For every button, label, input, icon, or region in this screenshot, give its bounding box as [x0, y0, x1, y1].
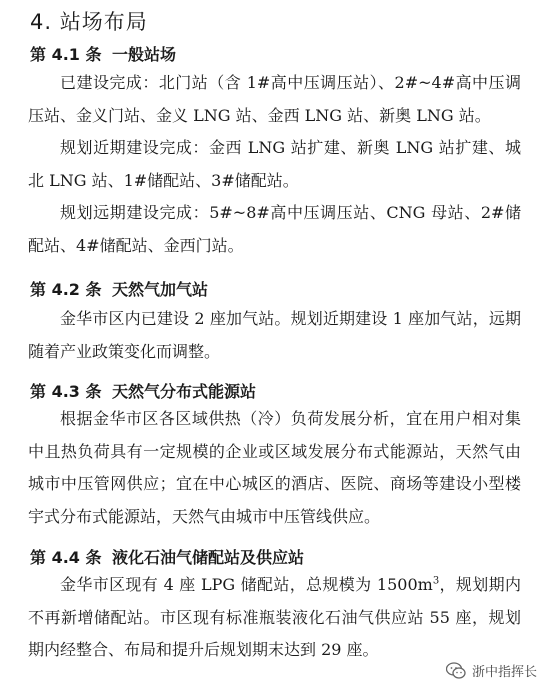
paragraph: 金华市区内已建设 2 座加气站。规划近期建设 1 座加气站，远期随着产业政策变化而调整。	[28, 309, 521, 361]
paragraph: 已建设完成：北门站（含 1#高中压调压站）、2#~4#高中压调压站、金义门站、金义 LNG 站、金西 LNG 站、新奥 LNG 站。	[28, 73, 521, 125]
article-number: 第 4.4 条	[30, 548, 102, 567]
article-heading-4-2	[30, 277, 208, 300]
paragraph: 规划远期建设完成：5#~8#高中压调压站、CNG 母站、2#储配站、4#储配站、金西门站。	[28, 203, 521, 255]
article-number: 第 4.1 条	[30, 45, 102, 64]
paragraph-text: 金华市区现有 4 座 LPG 储配站，总规模为 1500m	[60, 575, 433, 594]
article-title: 天然气加气站	[112, 280, 209, 299]
article-title: 天然气分布式能源站	[112, 382, 257, 401]
wechat-icon	[446, 662, 466, 680]
watermark	[446, 661, 537, 680]
watermark-label: 浙中指挥长	[471, 665, 537, 680]
article-number: 第 4.2 条	[30, 280, 102, 299]
paragraph	[28, 569, 521, 667]
article-heading-4-1	[30, 42, 176, 65]
section-title: 4. 站场布局	[30, 10, 148, 34]
superscript: 3	[432, 575, 440, 587]
article-heading-4-3	[30, 379, 256, 402]
article-number: 第 4.3 条	[30, 382, 102, 401]
paragraph: 根据金华市区各区域供热（冷）负荷发展分析，宜在用户相对集中且热负荷具有一定规模的企业或区域发展分布式能源站，天然气由城市中压管网供应；宜在中心城区的酒店、医院、商场等建设小型楼宇式分布式能源站，天然气由城市中压管线供应。	[28, 409, 521, 526]
paragraph: 规划近期建设完成：金西 LNG 站扩建、新奥 LNG 站扩建、城北 LNG 站、1#储配站、3#储配站。	[28, 138, 521, 190]
article-title: 一般站场	[112, 45, 177, 64]
article-heading-4-4	[30, 545, 304, 568]
paragraph-text: ，规划期内不再新增储配站。市区现有标准瓶装液化石油气供应站 55 座，规划期内经整合、布局和提升后规划期末达到 29 座。	[28, 575, 521, 659]
article-title: 液化石油气储配站及供应站	[112, 548, 305, 567]
